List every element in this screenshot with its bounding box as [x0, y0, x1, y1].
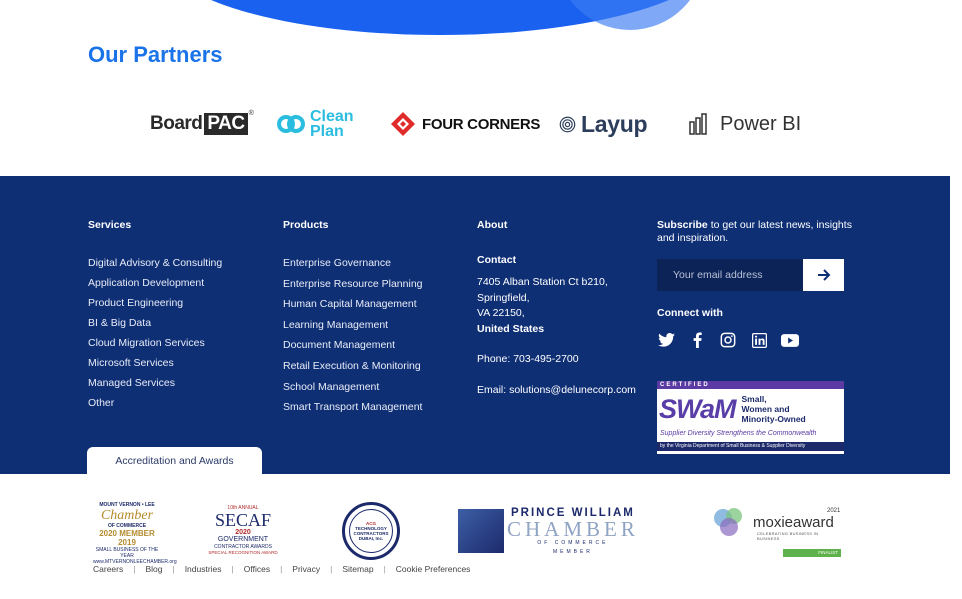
connect-heading: Connect with — [657, 307, 723, 319]
products-link-erp[interactable]: Enterprise Resource Planning — [283, 277, 423, 290]
moxie-finalist: FINALIST — [783, 549, 841, 557]
mvl-top: MOUNT VERNON • LEE — [99, 502, 155, 508]
layup-logo[interactable] — [559, 100, 647, 148]
powerbi-icon — [688, 112, 712, 136]
youtube-icon[interactable] — [781, 331, 799, 349]
fourcorners-logo-text: FOUR CORNERS — [422, 115, 541, 133]
nav-separator: | — [133, 564, 136, 574]
products-link-retail[interactable]: Retail Execution & Monitoring — [283, 359, 421, 372]
address-line-2: Springfield, — [477, 291, 530, 304]
about-heading: About — [477, 219, 508, 231]
bottom-link-offices[interactable]: Offices — [243, 564, 271, 574]
products-link-enterprise-governance[interactable]: Enterprise Governance — [283, 257, 391, 269]
nav-separator: | — [330, 564, 333, 574]
services-heading: Services — [88, 219, 132, 231]
prince-william-chamber-badge — [458, 505, 654, 557]
pw-main: CHAMBER — [507, 517, 639, 541]
services-link-digital-advisory[interactable]: Digital Advisory & Consulting — [88, 257, 223, 269]
bottom-link-blog[interactable]: Blog — [145, 564, 163, 574]
secaf-gov: GOVERNMENT — [217, 536, 269, 543]
bottom-link-careers[interactable]: Careers — [93, 564, 124, 574]
fingerprint-icon — [559, 116, 576, 133]
layup-logo-text: Layup — [581, 110, 648, 137]
powerbi-logo-text: Power BI — [720, 112, 802, 135]
products-link-document[interactable]: Document Management — [283, 339, 396, 352]
pw-member: MEMBER — [552, 549, 593, 555]
linkedin-icon[interactable] — [750, 331, 768, 349]
products-heading: Products — [283, 219, 329, 231]
services-link-application-development[interactable]: Application Development — [88, 277, 205, 289]
secaf-special: SPECIAL RECOGNITION AWARD — [208, 550, 278, 555]
tech-sub: CONTRACTORS — [353, 531, 389, 536]
products-list — [283, 253, 423, 418]
moxie-dots-icon — [712, 506, 748, 538]
contact-heading: Contact — [477, 254, 517, 266]
swam-tagline: Supplier Diversity Strengthens the Commonwealth — [660, 430, 817, 437]
bottom-nav — [93, 564, 470, 574]
twitter-icon[interactable] — [657, 331, 675, 349]
secaf-award — [202, 505, 284, 557]
pw-words — [507, 507, 639, 555]
mount-vernon-lee-award — [93, 502, 177, 565]
swam-footer: by the Virginia Department of Small Business & Supplier Diversity — [657, 442, 844, 451]
accreditation-tab[interactable]: Accreditation and Awards — [87, 447, 262, 475]
moxie-celebrating: CELEBRATING BUSINESS IN BUSINESS — [757, 531, 819, 541]
partner-logos — [0, 100, 962, 150]
tech-award-inner — [349, 509, 393, 553]
nav-separator: | — [280, 564, 283, 574]
mvl-year-2: 2019 — [118, 538, 136, 547]
secaf-awards: CONTRACTOR AWARDS — [214, 544, 272, 550]
moxie-award — [712, 504, 842, 558]
fourcorners-logo[interactable] — [390, 100, 540, 148]
boardpac-logo-reg: ® — [248, 110, 254, 117]
address-line-4: United States — [477, 322, 545, 335]
boardpac-logo-part2: PAC — [204, 113, 247, 135]
services-link-product-engineering[interactable]: Product Engineering — [88, 297, 184, 309]
cleanplan-line1: Clean — [310, 108, 354, 125]
tech-top: ACG — [366, 521, 376, 526]
address-line-1: 7405 Alban Station Ct b210, — [477, 276, 608, 288]
address-line-3: VA 22150, — [477, 307, 525, 319]
tech-bottom: DUBAI, Inc. — [358, 536, 384, 541]
cleanplan-icon — [276, 111, 306, 137]
email-input[interactable] — [657, 259, 803, 291]
mvl-sub: OF COMMERCE — [107, 523, 147, 529]
pw-building-icon — [458, 509, 504, 553]
secaf-anniv: 10th ANNUAL — [227, 505, 259, 511]
swam-certification-badge — [657, 381, 844, 454]
subscribe-rest: to get our latest news, insights and inspiration. — [657, 219, 852, 244]
mvl-year-1: 2020 MEMBER — [99, 529, 155, 538]
services-link-managed[interactable]: Managed Services — [88, 377, 175, 389]
bottom-link-industries[interactable]: Industries — [184, 564, 222, 574]
nav-separator: | — [383, 564, 386, 574]
cleanplan-logo[interactable] — [276, 100, 354, 148]
partners-title: Our Partners — [88, 42, 223, 67]
subscribe-form — [657, 259, 844, 291]
swam-desc-2: Women and — [741, 404, 790, 414]
moxie-year: 2021 — [827, 508, 841, 514]
facebook-icon[interactable] — [688, 331, 706, 349]
pw-top: PRINCE WILLIAM — [511, 507, 635, 519]
powerbi-logo[interactable] — [688, 100, 801, 148]
boardpac-logo-part1: Board — [150, 113, 203, 134]
services-link-bi-big-data[interactable]: BI & Big Data — [88, 317, 152, 329]
subscribe-bold: Subscribe — [657, 219, 708, 231]
nav-separator: | — [231, 564, 234, 574]
services-link-microsoft[interactable]: Microsoft Services — [88, 357, 174, 369]
mvl-chamber: Chamber — [100, 508, 154, 523]
contact-phone[interactable]: Phone: 703-495-2700 — [477, 353, 579, 365]
hero-bottom-curve — [0, 0, 962, 36]
subscribe-submit-button[interactable] — [803, 259, 844, 291]
swam-description — [742, 394, 806, 424]
swam-desc-3: Minority-Owned — [741, 414, 806, 424]
instagram-icon[interactable] — [719, 331, 737, 349]
tech-mid: TECHNOLOGY — [355, 526, 387, 531]
swam-logo-text: SWaM — [659, 393, 736, 424]
technology-contractors-award — [342, 502, 400, 560]
services-link-cloud-migration[interactable]: Cloud Migration Services — [88, 337, 205, 349]
fourcorners-icon — [390, 111, 416, 137]
products-link-learning[interactable]: Learning Management — [283, 318, 389, 331]
bottom-link-sitemap[interactable]: Sitemap — [342, 564, 374, 574]
social-icons — [657, 331, 799, 349]
mvl-small-business: SMALL BUSINESS OF THE YEAR — [95, 547, 159, 559]
swam-main — [657, 389, 844, 429]
products-link-smart-transport[interactable]: Smart Transport Management — [283, 401, 423, 414]
secaf-name: SECAF — [214, 510, 272, 530]
page-right-gutter — [950, 176, 962, 474]
contact-address — [477, 275, 608, 337]
cleanplan-line2: Plan — [310, 123, 344, 140]
arrow-right-icon — [817, 269, 831, 281]
swam-desc-1: Small, — [741, 394, 767, 404]
subscribe-text — [657, 219, 857, 245]
bottom-link-cookie-preferences[interactable]: Cookie Preferences — [395, 564, 471, 574]
cleanplan-logo-text — [310, 109, 354, 139]
swam-certified-bar: CERTIFIED — [657, 381, 844, 389]
nav-separator: | — [172, 564, 175, 574]
mvl-url: www.MTVERNONLEECHAMBER.org — [93, 559, 177, 565]
products-link-school[interactable]: School Management — [283, 380, 380, 393]
services-list — [88, 253, 222, 413]
secaf-year: 2020 — [235, 529, 251, 536]
contact-email[interactable]: Email: solutions@delunecorp.com — [477, 384, 636, 396]
boardpac-logo[interactable] — [150, 100, 254, 148]
bottom-link-privacy[interactable]: Privacy — [292, 564, 321, 574]
moxie-name: moxieaward — [753, 514, 834, 531]
services-link-other[interactable]: Other — [88, 397, 115, 409]
pw-oc: OF COMMERCE — [537, 540, 609, 546]
products-link-hcm[interactable]: Human Capital Management — [283, 298, 417, 311]
awards-section — [0, 474, 962, 599]
